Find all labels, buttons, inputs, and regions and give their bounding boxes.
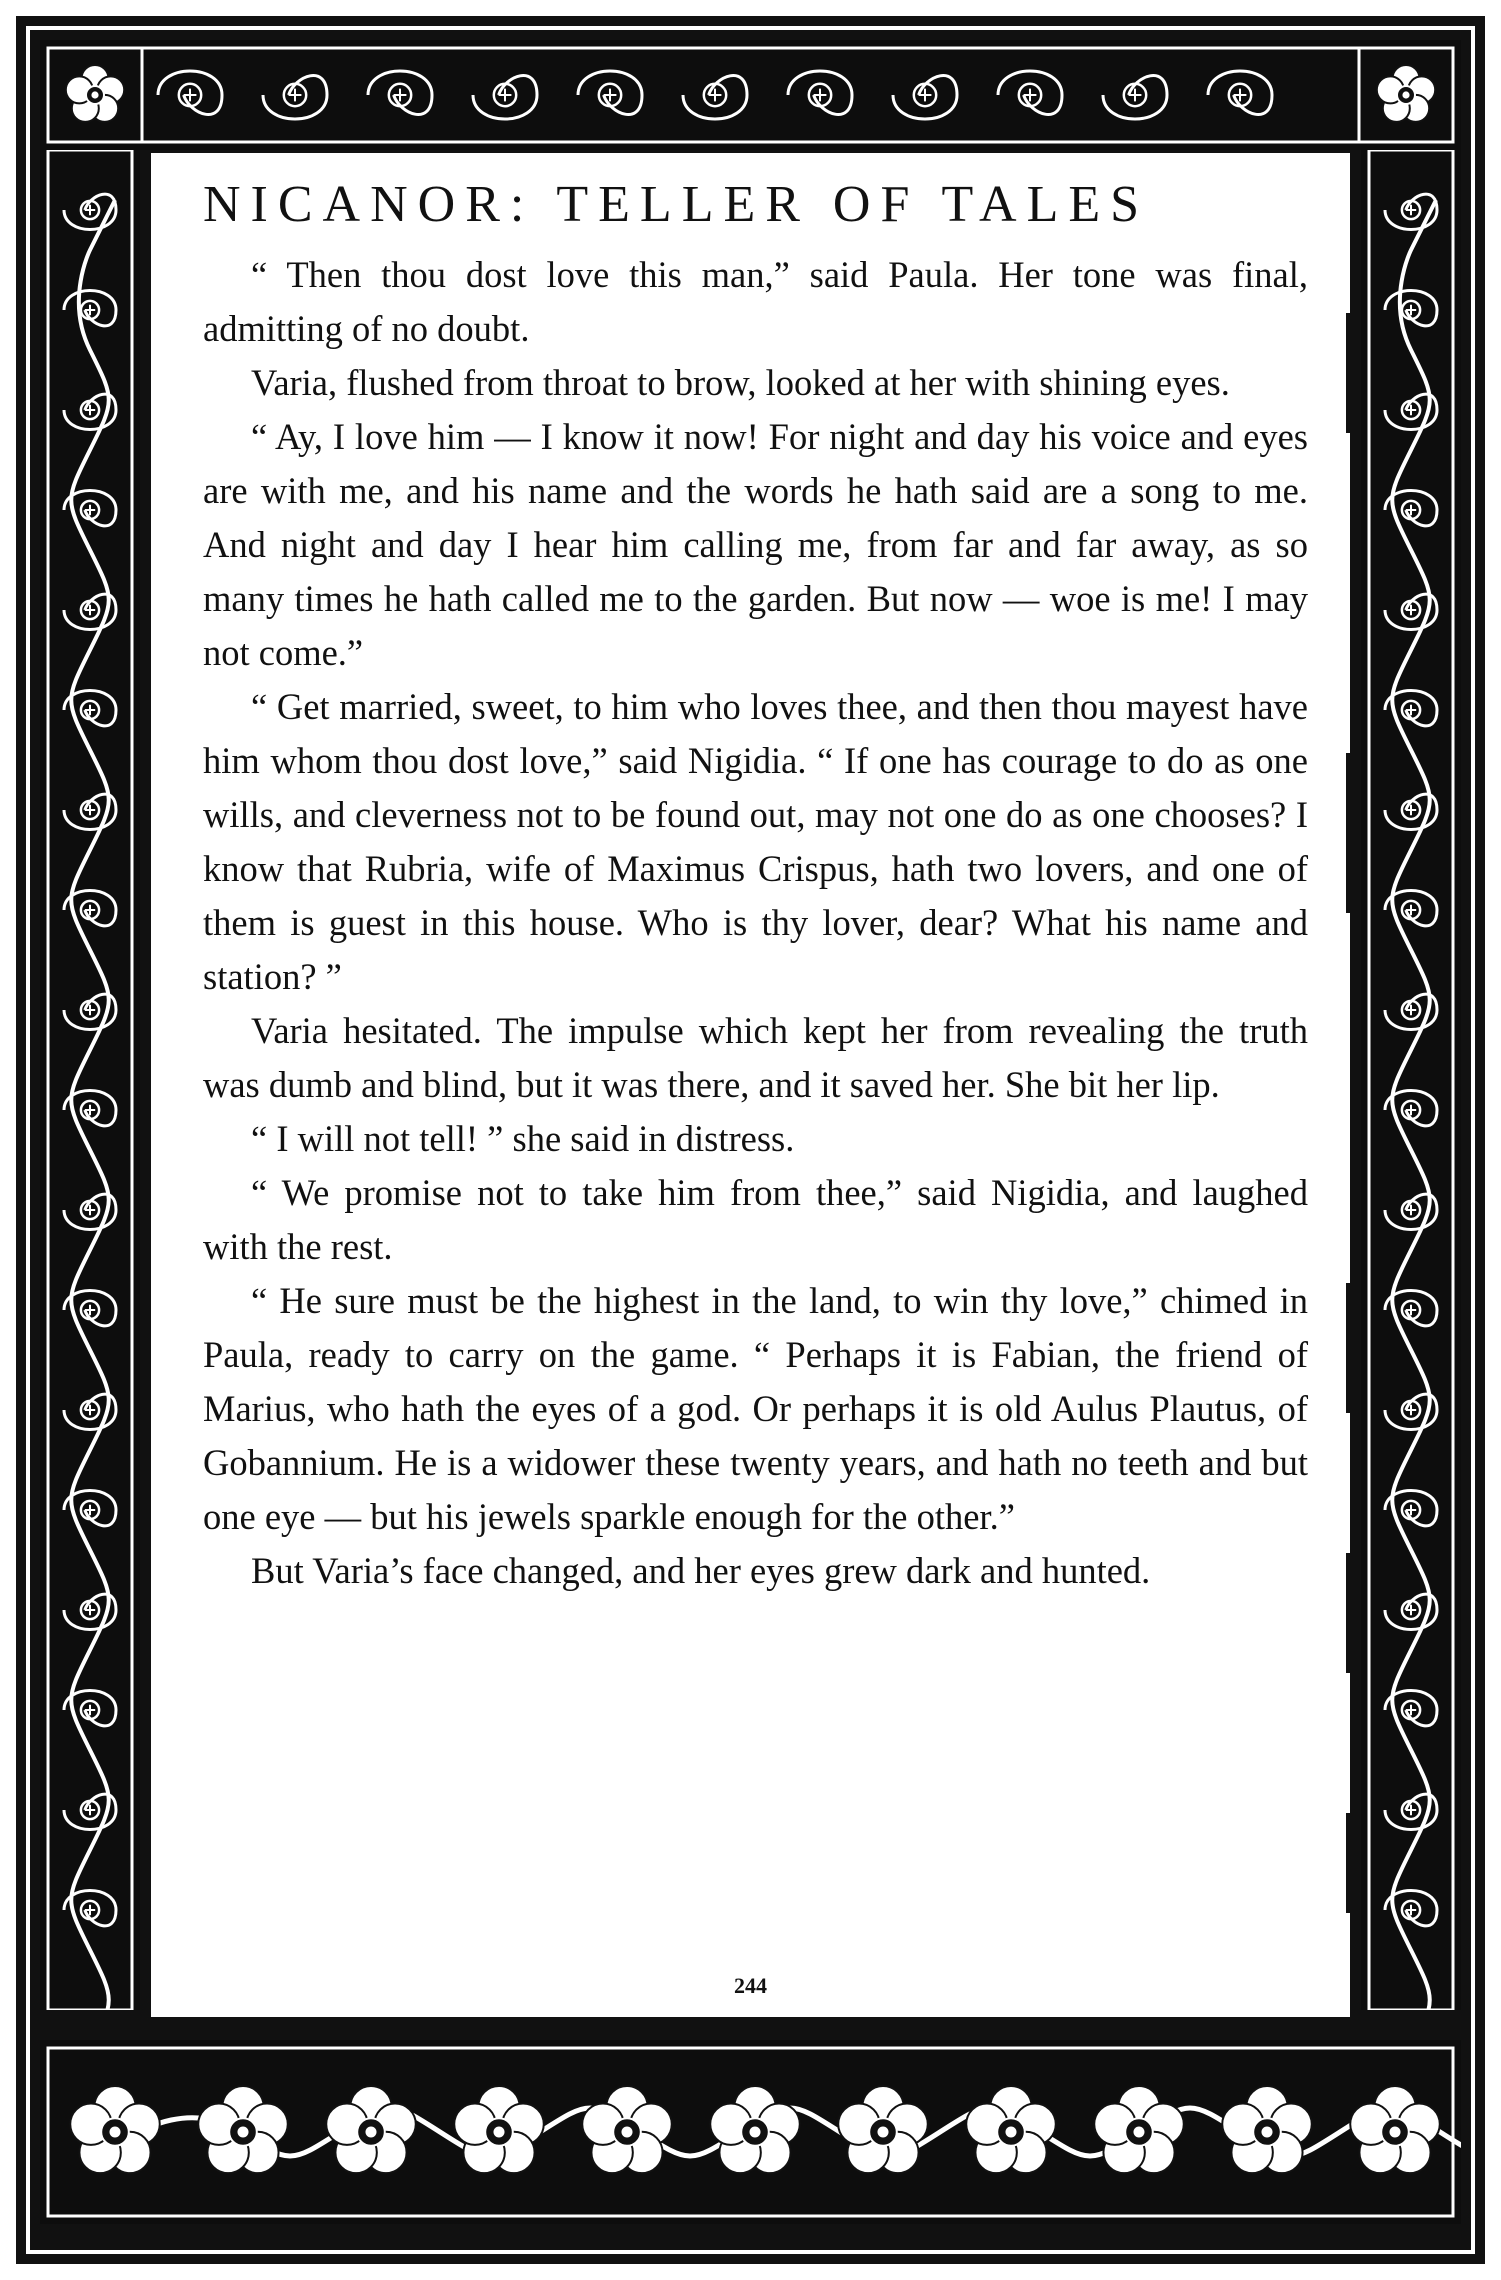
margin-bar xyxy=(1346,313,1356,433)
paragraph: Varia hesitated. The impulse which kept her from revealing the truth was dumb and blind, but it was there, and it saved her. She bit her lip. xyxy=(203,1010,1308,1105)
body-text xyxy=(203,248,1308,1598)
paragraph: “ I will not tell! ” she said in distress. xyxy=(251,1118,795,1159)
margin-bar xyxy=(1346,753,1356,913)
margin-bar xyxy=(1346,1553,1356,1673)
paragraph: But Varia’s face changed, and her eyes grew dark and hunted. xyxy=(251,1550,1151,1591)
paragraph: “ Get married, sweet, to him who loves thee, and then thou mayest have him whom thou dost love,” said Nigidia. “ If one has courage to do as one wills, and cleverness not to be found out, may not one do as one chooses? I know that Rubria, wife of Maximus Crispus, hath two lovers, and one of them is guest in this house. Who is thy lover, dear? What his name and station? ” xyxy=(203,686,1308,997)
paragraph: “ Then thou dost love this man,” said Paula. Her tone was final, admitting of no doubt. xyxy=(203,254,1308,349)
margin-bar xyxy=(1346,1283,1356,1413)
text-panel xyxy=(148,150,1353,2020)
margin-bar xyxy=(1346,1813,1356,1913)
paragraph: “ He sure must be the highest in the land, to win thy love,” chimed in Paula, ready to carry on the game. “ Perhaps it is Fabian, the friend of Marius, who hath the eyes of a god. Or perhaps it is old Aulus Plautus, of Gobannium. He is a widower these twenty years, and hath no teeth and but one eye — but his jewels sparkle enough for the other.” xyxy=(203,1280,1308,1537)
page-number: 244 xyxy=(734,1973,767,1998)
page-title: NICANOR: TELLER OF TALES xyxy=(203,176,1150,233)
paragraph: Varia, flushed from throat to brow, looked at her with shining eyes. xyxy=(251,362,1230,403)
paragraph: “ Ay, I love him — I know it now! For night and day his voice and eyes are with me, and his name and the words he hath said are a song to me. And night and day I hear him calling me, from far and far away, as so many times he hath called me to the garden. But now — woe is me! I may not come.” xyxy=(203,416,1308,673)
paragraph: “ We promise not to take him from thee,” said Nigidia, and laughed with the rest. xyxy=(203,1172,1308,1267)
